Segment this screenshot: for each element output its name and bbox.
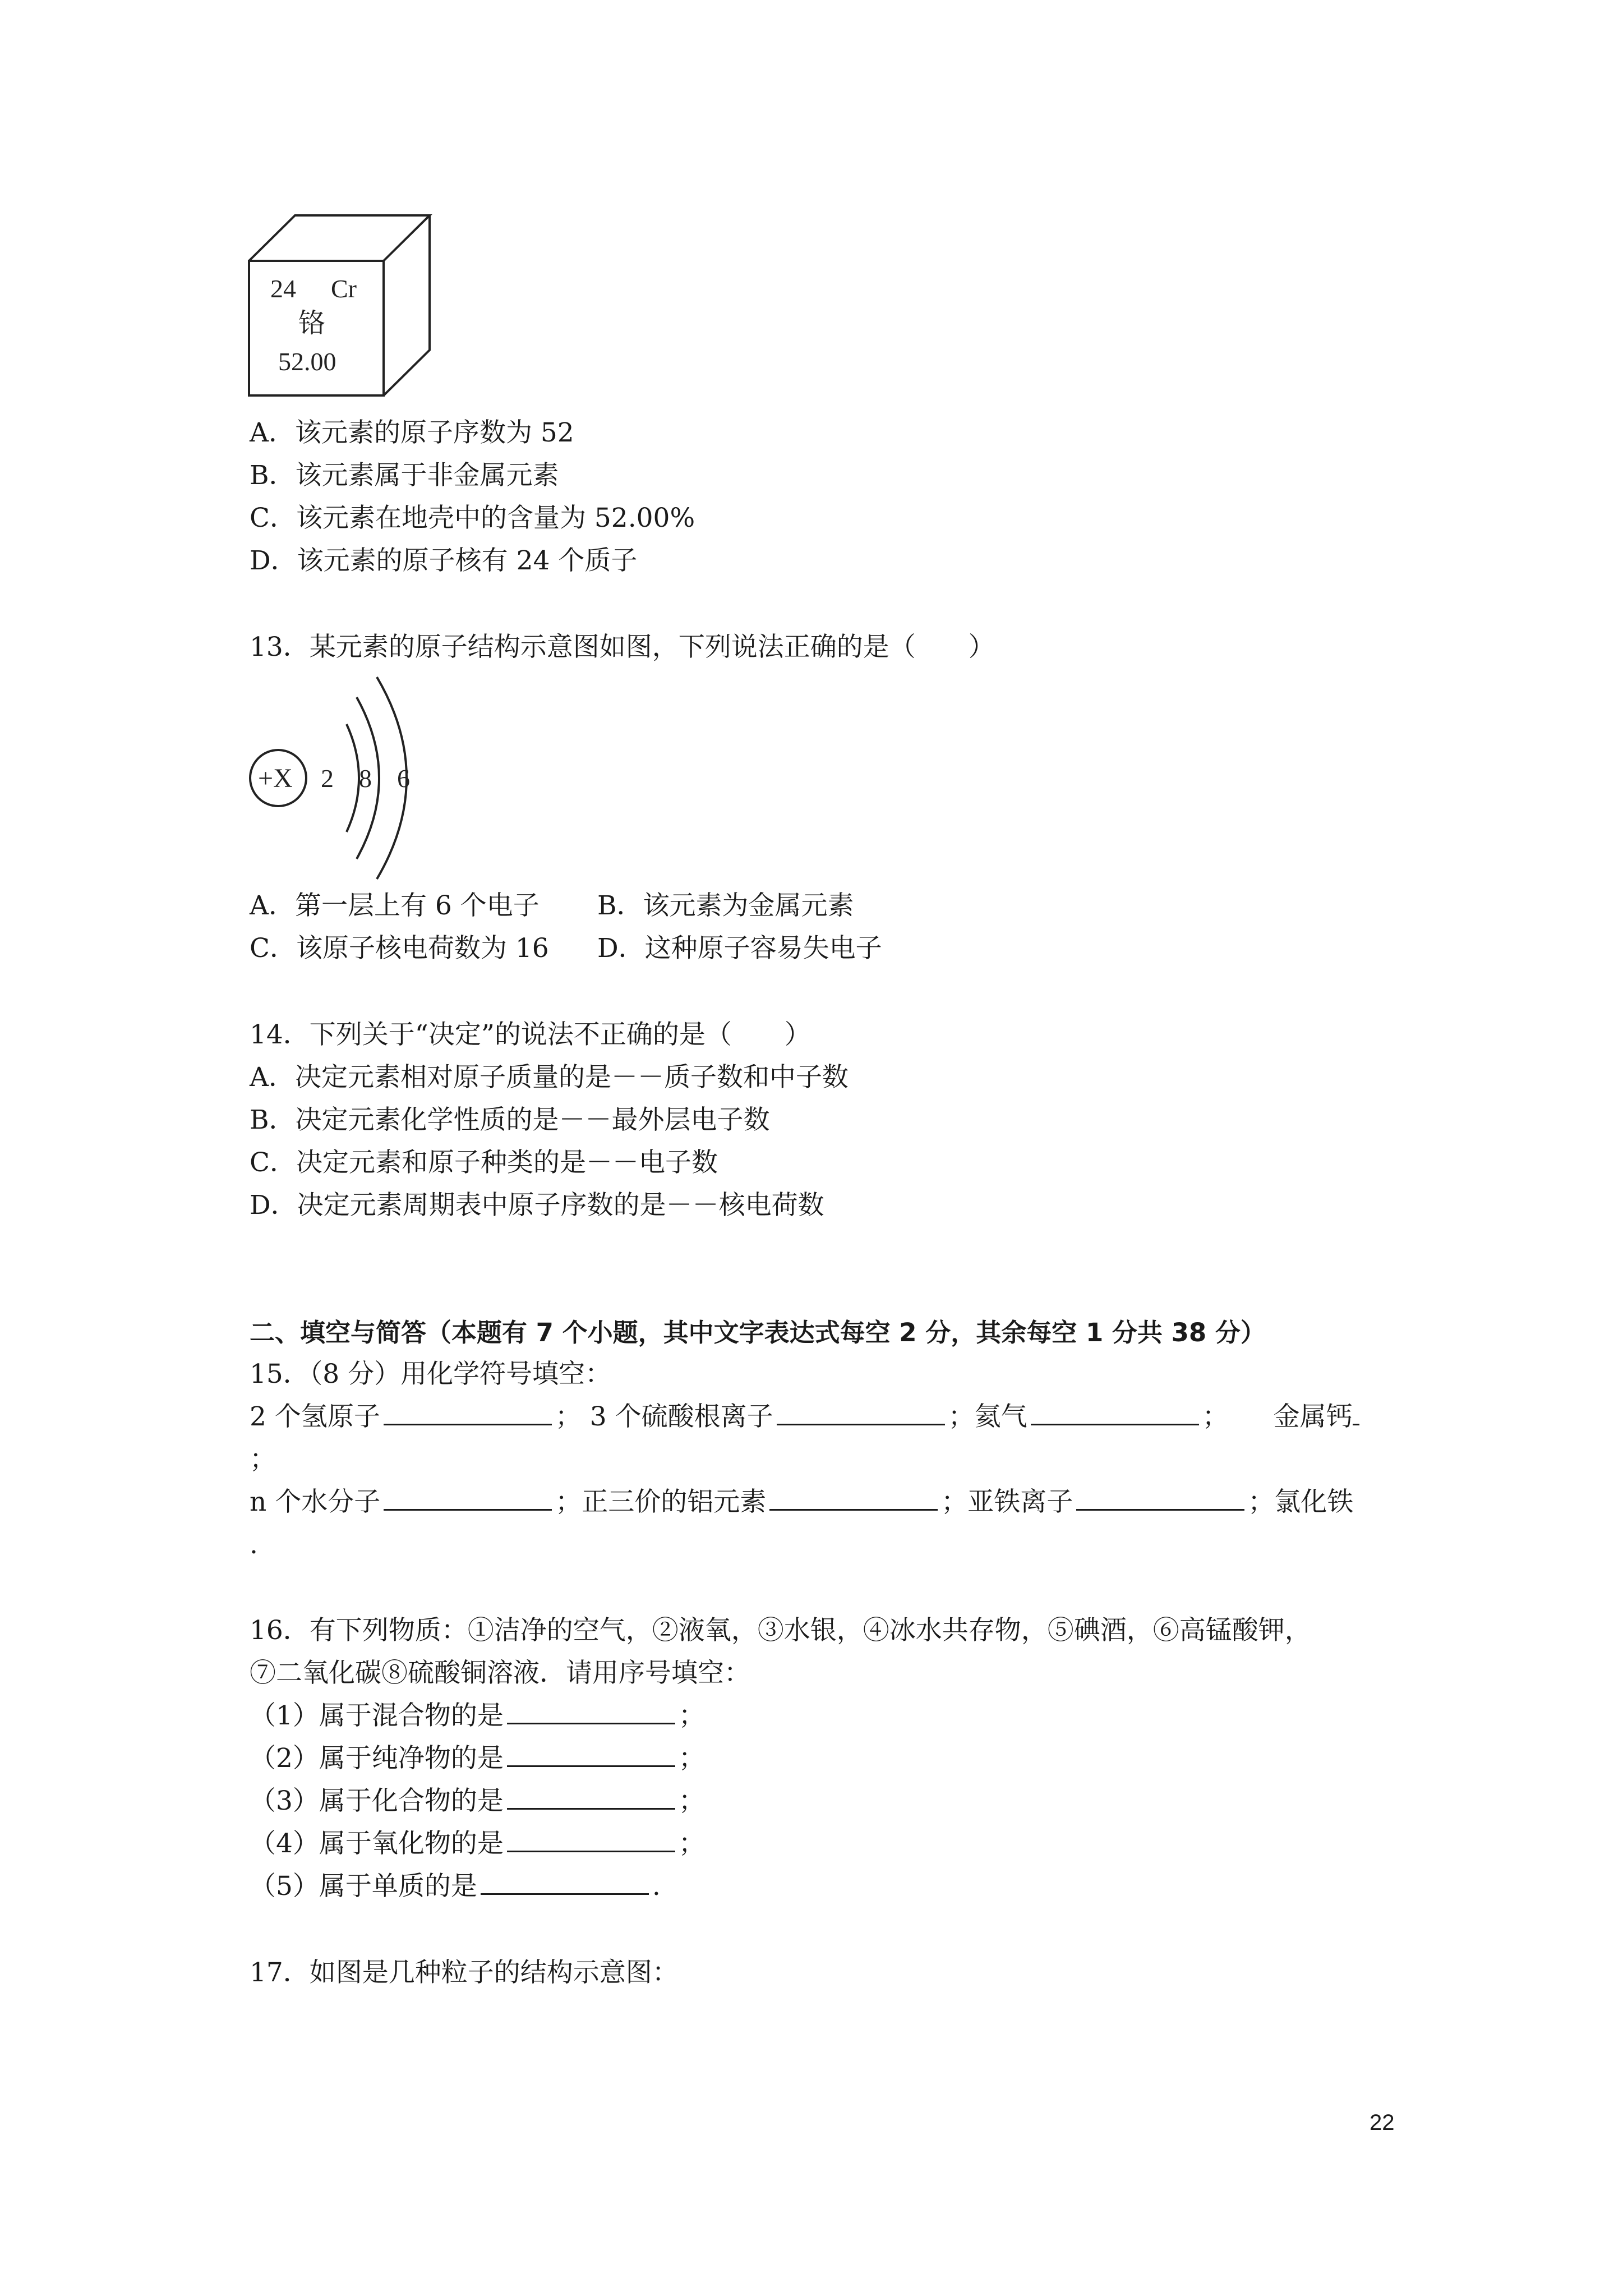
answer-blank[interactable]	[1076, 1489, 1244, 1511]
answer-blank[interactable]	[384, 1404, 552, 1425]
q15-row-1-end: ；	[250, 1444, 276, 1475]
q14-stem: 14．下列关于“决定”的说法不正确的是（ ）	[250, 1019, 811, 1050]
q13-option-d: D．这种原子容易失电子	[597, 933, 882, 964]
q13-option-a: A．第一层上有 6 个电子	[250, 890, 540, 921]
q15-row-2	[250, 1485, 1353, 1519]
q16-item-3	[250, 1784, 705, 1818]
q13-options-row2	[250, 932, 882, 965]
shell-3-electrons: 6	[397, 764, 410, 793]
section-2-heading: 二、填空与简答（本题有 7 个小题，其中文字表达式每空 2 分，其余每空 1 分共 38 分）	[250, 1318, 1266, 1347]
element-name-label: 铬	[298, 309, 326, 338]
q15-prompt-calcium: 金属钙	[1273, 1401, 1353, 1432]
q12-option-c: C．该元素在地壳中的含量为 52.00%	[250, 503, 695, 533]
q16-stem-line-2: ⑦二氧化碳⑧硫酸铜溶液．请用序号填空：	[250, 1658, 750, 1688]
element-symbol-label: Cr	[331, 274, 357, 303]
q16-item-5	[250, 1870, 661, 1903]
q14-option-d: D．决定元素周期表中原子序数的是－－核电荷数	[250, 1190, 824, 1221]
q13-options-row1	[250, 889, 854, 923]
q16-item-end: ；	[678, 1786, 705, 1816]
q16-item-end: ；	[678, 1743, 705, 1774]
q14-option-a: A．决定元素相对原子质量的是－－质子数和中子数	[250, 1062, 849, 1093]
q15-prompt-ferric-chloride: ；氯化铁	[1248, 1487, 1354, 1517]
q12-option-b: B．该元素属于非金属元素	[250, 460, 559, 491]
q12-option-d: D．该元素的原子核有 24 个质子	[250, 545, 638, 576]
answer-blank[interactable]	[384, 1489, 552, 1511]
page-number: 22	[1370, 2110, 1395, 2135]
answer-blank[interactable]	[507, 1788, 675, 1810]
q14-option-c: C．决定元素和原子种类的是－－电子数	[250, 1147, 718, 1178]
atom-structure-diagram	[247, 670, 437, 895]
answer-blank[interactable]	[507, 1830, 675, 1852]
q16-item-2	[250, 1742, 705, 1775]
answer-blank[interactable]	[507, 1703, 675, 1724]
q16-item-end: .	[652, 1871, 661, 1902]
q13-stem: 13．某元素的原子结构示意图如图，下列说法正确的是（ ）	[250, 632, 995, 662]
answer-blank[interactable]	[777, 1404, 945, 1425]
q12-option-a: A．该元素的原子序数为 52	[250, 417, 574, 448]
q15-prompt-hydrogen-atoms: 2 个氢原子	[250, 1401, 380, 1432]
q15-prompt-ferrous-ion: ；亚铁离子	[941, 1487, 1073, 1517]
q15-prompt-sulfate-ions: ； 3 个硫酸根离子	[555, 1401, 773, 1432]
shell-2-electrons: 8	[359, 764, 372, 793]
q15-row-1	[250, 1400, 1359, 1434]
q16-item-label: （2）属于纯净物的是	[250, 1743, 504, 1774]
q15-prompt-aluminium: ；正三价的铝元素	[555, 1487, 767, 1517]
q15-stem: 15．（8 分）用化学符号填空：	[250, 1359, 612, 1389]
nucleus-label: +X	[258, 763, 293, 793]
q16-item-end: ；	[678, 1700, 705, 1731]
answer-blank[interactable]	[769, 1489, 938, 1511]
q16-item-end: ；	[678, 1828, 705, 1859]
q15-prompt-helium: ；氦气	[948, 1401, 1027, 1432]
q16-stem-line-1: 16．有下列物质：①洁净的空气，②液氧，③水银，④冰水共存物，⑤碘酒，⑥高锰酸钾，	[250, 1615, 1311, 1646]
shell-arc-1	[347, 724, 359, 832]
answer-blank[interactable]	[1031, 1404, 1199, 1425]
q17-stem: 17．如图是几种粒子的结构示意图：	[250, 1957, 679, 1988]
q16-item-label: （1）属于混合物的是	[250, 1700, 504, 1731]
q15-row-2-end: .	[250, 1529, 258, 1560]
q14-option-b: B．决定元素化学性质的是－－最外层电子数	[250, 1105, 770, 1135]
q16-item-1	[250, 1699, 705, 1733]
answer-blank[interactable]	[481, 1873, 649, 1895]
atomic-mass-label: 52.00	[278, 347, 336, 376]
q16-item-label: （5）属于单质的是	[250, 1871, 477, 1902]
q16-item-4	[250, 1827, 705, 1861]
element-card-figure	[247, 213, 437, 398]
q16-item-label: （3）属于化合物的是	[250, 1786, 504, 1816]
q13-option-b: B．该元素为金属元素	[597, 890, 854, 921]
q15-separator: ；	[1202, 1401, 1229, 1432]
q15-prompt-water-molecules: n 个水分子	[250, 1487, 381, 1517]
shell-1-electrons: 2	[321, 764, 334, 793]
q16-item-label: （4）属于氧化物的是	[250, 1828, 504, 1859]
answer-blank[interactable]	[1353, 1404, 1359, 1425]
q13-option-c: C．该原子核电荷数为 16	[250, 933, 549, 964]
atomic-number-label: 24	[270, 274, 296, 303]
answer-blank[interactable]	[507, 1745, 675, 1767]
